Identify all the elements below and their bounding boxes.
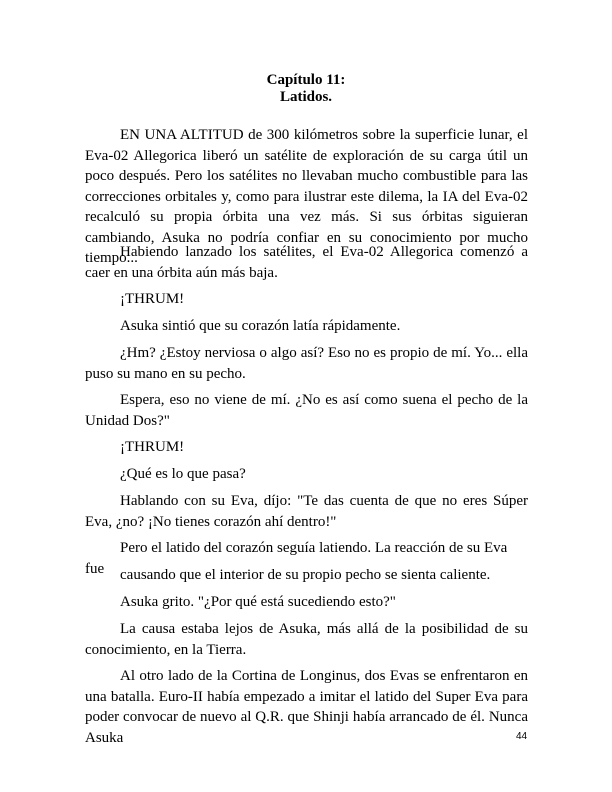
paragraph-2: Habiendo lanzado los satélites, el Eva-02 Allegorica comenzó a caer en una órbita aún más baja. [85, 244, 528, 281]
paragraph-3: ¡THRUM! [120, 291, 185, 307]
paragraph-11: causando que el interior de su propio pecho se sienta caliente. [120, 567, 491, 583]
paragraph-12: Asuka grito. "¿Por qué está sucediendo esto?" [120, 594, 396, 610]
paragraph-5: ¿Hm? ¿Estoy nerviosa o algo así? Eso no es propio de mí. Yo... ella puso su mano en su pecho. [85, 345, 528, 382]
paragraph-4: Asuka sintió que su corazón latía rápidamente. [120, 318, 401, 334]
page-number: 44 [516, 731, 528, 742]
paragraph-13: La causa estaba lejos de Asuka, más allá de la posibilidad de su conocimiento, en la Tierra. [85, 621, 528, 658]
paragraph-6: Espera, eso no viene de mí. ¿No es así como suena el pecho de la Unidad Dos?" [85, 392, 528, 429]
paragraph-10: Pero el latido del corazón seguía latiendo. La reacción de su Eva fue [85, 540, 508, 577]
paragraph-1: EN UNA ALTITUD de 300 kilómetros sobre la superficie lunar, el Eva-02 Allegorica liberó un satélite de exploración de su carga útil un poco después. Pero los satélites no llevaban mucho combustible para las correcciones orbitales y, como para ilustrar este dilema, la IA del Eva-02 recalculó su propia órbita una vez más. Si sus órbitas siguieran cambiando, Asuka no podría confiar en su conocimiento por mucho tiempo... [85, 127, 528, 266]
paragraph-14: Al otro lado de la Cortina de Longinus, dos Evas se enfrentaron en una batalla. Euro-II había empezado a imitar el latido del Super Eva para poder convocar de nuevo al Q.R. que Shinji había arrancado de él. Nunca Asuka [85, 668, 528, 746]
chapter-title: Latidos. [279, 89, 333, 105]
paragraph-8: ¿Qué es lo que pasa? [120, 466, 246, 482]
paragraph-7: ¡THRUM! [120, 439, 185, 455]
paragraph-9: Hablando con su Eva, díjo: "Te das cuenta de que no eres Súper Eva, ¿no? ¡No tienes corazón ahí dentro!" [85, 493, 528, 530]
chapter-number: Capítulo 11: [266, 72, 346, 88]
